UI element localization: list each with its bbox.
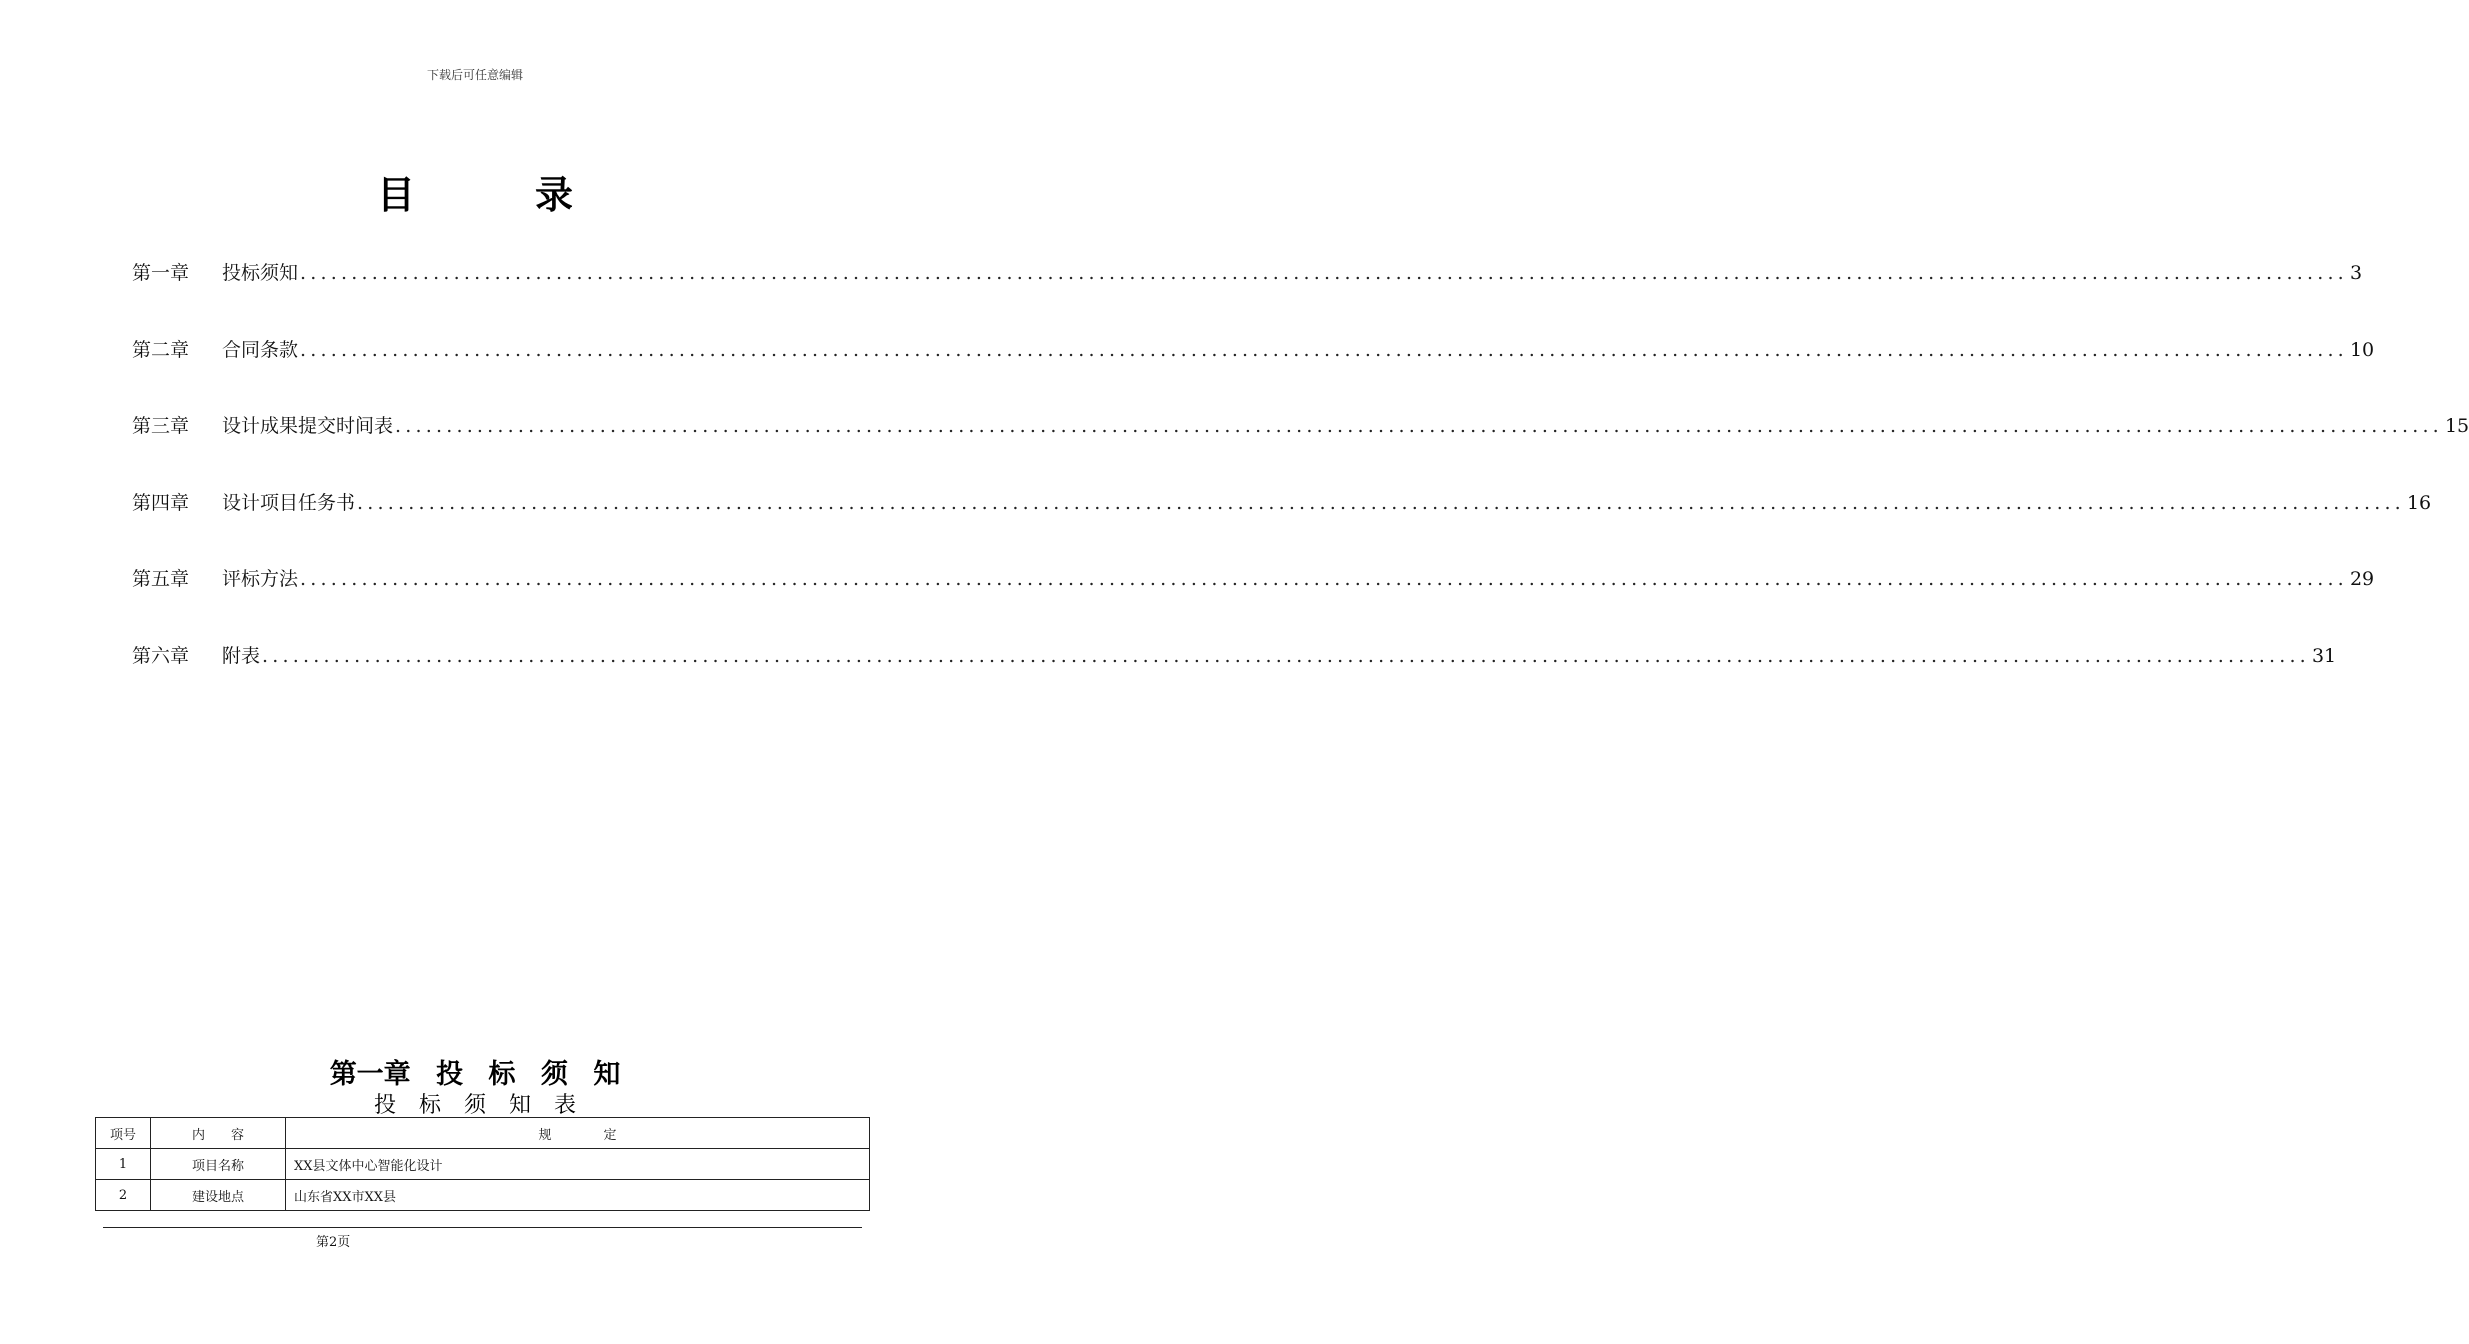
toc-leader-dots: ........................................................................................................................................................................................................ [395, 415, 2443, 437]
chapter-subheading-part: 标 [418, 1093, 441, 1118]
toc-title-left: 目 [376, 173, 415, 217]
toc-leader-dots: ........................................................................................................................................................................................................ [300, 568, 2348, 590]
header-cell-item-no: 项号 [96, 1118, 151, 1149]
footer-page-number: 第2页 [316, 1235, 351, 1250]
chapter-subheading-part: 须 [463, 1093, 486, 1118]
chapter-heading-part: 第一章 [329, 1059, 411, 1090]
table-cell: 山东省XX市XX县 [286, 1180, 870, 1211]
table-row [96, 1149, 870, 1180]
toc-entry-4[interactable] [132, 484, 2432, 561]
toc-entry-3[interactable] [132, 407, 2469, 484]
toc-leader-dots: ........................................................................................................................................................................................................ [300, 338, 2348, 361]
chapter-heading-part: 须 [540, 1059, 568, 1090]
chapter-subheading-part: 知 [509, 1093, 532, 1118]
header-cell-rule: 规 定 [286, 1118, 870, 1149]
toc-name: 设计成果提交时间表 [222, 415, 394, 437]
toc-page: 29 [2349, 568, 2375, 590]
toc-entry-1[interactable] [132, 254, 2363, 331]
chapter-subheading-part: 表 [554, 1093, 577, 1118]
toc-entry-6[interactable] [132, 637, 2337, 714]
toc-page: 3 [2349, 262, 2363, 284]
toc-chapter: 第三章 [132, 415, 190, 437]
footer-rule [103, 1227, 862, 1228]
toc-name: 合同条款 [222, 338, 299, 361]
toc-page: 15 [2444, 415, 2469, 437]
toc-name: 投标须知 [222, 262, 299, 284]
toc-entry-5[interactable] [132, 560, 2375, 637]
toc-leader-dots: ........................................................................................................................................................................................................ [262, 644, 2310, 667]
header-cell-content: 内 容 [151, 1118, 286, 1149]
table-header-row [96, 1118, 870, 1149]
notice-table [95, 1117, 870, 1211]
toc-leader-dots: ........................................................................................................................................................................................................ [357, 491, 2405, 514]
table-cell: XX县文体中心智能化设计 [286, 1149, 870, 1180]
toc-chapter: 第五章 [132, 568, 190, 590]
toc-page: 16 [2406, 491, 2432, 514]
table-cell: 建设地点 [151, 1180, 286, 1211]
toc-chapter: 第一章 [132, 262, 190, 284]
table-row [96, 1180, 870, 1211]
chapter-subheading-part: 投 [373, 1093, 396, 1118]
table-cell: 2 [96, 1180, 151, 1211]
toc-name: 评标方法 [222, 568, 299, 590]
toc-title [0, 164, 950, 219]
toc-page: 10 [2349, 338, 2375, 361]
toc-name: 附表 [222, 644, 261, 667]
toc-title-right: 录 [535, 173, 574, 217]
chapter-subheading [0, 1088, 950, 1119]
header-note: 下载后可任意编辑 [426, 68, 523, 82]
toc-entry-2[interactable] [132, 331, 2375, 408]
toc-page: 31 [2311, 644, 2337, 667]
chapter-heading-part: 知 [593, 1059, 621, 1090]
toc-chapter: 第六章 [132, 644, 190, 667]
chapter-heading-part: 投 [436, 1059, 464, 1090]
table-cell: 1 [96, 1149, 151, 1180]
table-cell: 项目名称 [151, 1149, 286, 1180]
toc-list [132, 254, 2469, 713]
toc-chapter: 第二章 [132, 338, 190, 361]
chapter-heading [0, 1052, 950, 1091]
toc-leader-dots: ........................................................................................................................................................................................................ [300, 262, 2348, 284]
toc-chapter: 第四章 [132, 491, 190, 514]
chapter-heading-part: 标 [488, 1059, 516, 1090]
toc-name: 设计项目任务书 [222, 491, 356, 514]
